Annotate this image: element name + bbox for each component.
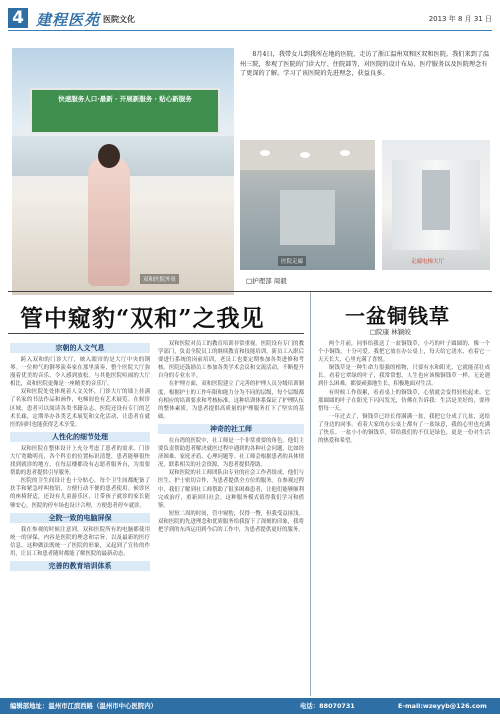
paragraph: 双和医院的社工师团队由专业的社会工作者组成，他们与医生、护士密切合作，为患者提供全方位的服务。在参观过程中，我们了解到社工师帮助了很多困难患者，让他们能够顺利完成治疗，重新回归社会。这种服务模式值得我们学习和借鉴。 [158,470,304,509]
ceiling-light [300,152,310,158]
subheading: 全院一致的电脑屏保 [10,513,150,523]
photo-person-head [98,144,120,168]
paragraph: 我在参观的时候注意到，双和医院所有的电脑都使用统一的屏保，内容是医院的理念和宗旨，以及最新的医疗信息。这种做法既统一了医院的形象，又起到了宣传的作用，让员工和患者随时都能了解医院的最新动态。 [10,526,150,557]
paragraph: 在台湾的医院中，社工师是一个非常重要的角色。他们主要负责帮助患者解决就医过程中遇到的各种社会问题，比如经济困难、家庭矛盾、心理问题等。社工师会根据患者的具体情况，联系相关的社会资源，为患者提供帮助。 [158,437,304,469]
article2-body [318,340,490,692]
footer-address: 编辑部地址：温州市江滨西路（温州市中心医院内） [10,702,157,710]
ceiling-light [260,150,270,156]
article-title-1: 管中窥豹“双和”之我见 [20,305,265,332]
photo-banner-board [30,88,220,134]
subheading: 神奇的社工师 [158,424,304,434]
section-name: 医院文化 [103,15,135,24]
paragraph: 铜钱草是一种生命力很强的植物，只要有水和阳光，它就能茁壮成长。看着它翠绿的叶子，我常常想，人生也应该像铜钱草一样，无论遇到什么困难，都要顽强地生长，积极地面对生活。 [318,365,490,388]
paragraph: 跨入双和的门诊大厅，映入眼帘的是大厅中央的钢琴。一位帅气的钢琴演奏家在那里演奏，整个医院大厅弥漫着优美的音乐，令人感到放松。与其他医院喧闹的大厅相比，双和医院更像是一座精美的音乐厅。 [10,357,150,388]
divider [8,333,304,334]
footer-phone: 电话：88070731 [300,702,355,710]
page-number: 4 [8,8,28,28]
paragraph: 两个月前，同事给我送了一盆铜钱草，小巧的叶子圆圆的，像一个个小铜钱，十分可爱。我把它放在办公桌上，每天给它浇水，看着它一天天长大，心里充满了喜悦。 [318,341,490,364]
intro-paragraph: 8月4日，我带女儿到我所在地的医院，走访了浙江温州双和区双和医院。我们来到了温州三院，参观了医院的门诊大厅、住院部等，对医院的设计布局、医疗服务以及医院理念有了更深的了解。学习了该医院的先进理念，获益良多。 [240,51,490,77]
paragraph: 医院的卫生间设计也十分贴心，每个卫生间都配备了扶手和紧急呼叫按钮，方便行动不便的患者使用。候诊区的座椅舒适，还设有儿童游乐区，让带孩子就诊的家长能够安心。医院的停车场也设计合理，方便患者停车就诊。 [10,478,150,509]
page-footer [0,698,500,714]
issue-date: 2013 年 8 月 31 日 [428,15,492,23]
page-header [8,8,492,31]
paragraph: 在护理方面，双和医院建立了完善的护理人员分级培训制度，根据护士的工作年限和能力分为不同的层级，每个层级都有相应的培训要求和考核标准。这种培训体系保证了护理队伍的整体素质，为患者提供高质量的护理服务打下了坚实的基础。 [158,381,304,420]
paragraph: 短短二周的时间，管中窥豹，仅得一瞥，但我受益匪浅。双和医院的先进理念和优质服务给我留下了深刻的印象，我将把学到的东西运用到今后的工作中，为患者提供更好的服务。 [158,510,304,533]
photo-person [88,156,130,286]
article1-column-1 [10,340,150,695]
paragraph: 双和医院处处体现着人文关怀，门诊大厅的墙上挂满了名家的书法作品和画作，电梯间也有艺术展览。在候诊区域，患者可以阅读各类书籍杂志。医院还设有专门的艺术长廊，定期举办各类艺术展览和文化活动，让患者在就医的同时也能获得艺术享受。 [10,389,150,428]
paragraph: 双和医院在整体设计上充分考虑了患者的需求。门诊大厅宽敞明亮，各个科室的位置标识清楚，患者能够很快找到就诊的地方。在每层楼都设有志愿者服务台，为需要帮助的患者提供引导服务。 [10,445,150,477]
divider [8,291,492,292]
article-title-2: 一盆铜钱草 [345,304,450,328]
subheading: 人性化的细节处理 [10,432,150,442]
photo-caption-3: 走廊电梯大厅 [411,259,445,265]
author-credit-1: □护理部 周毅 [246,277,287,285]
photo-caption-1: 双和医院外景 [140,274,179,284]
subheading: 宗朝的人文气息 [10,343,150,353]
paragraph: 一年过去了，铜钱草已经长得满满一盆，我把它分成了几盆，送给了身边的同事。看着大家的办公桌上都有了一盆绿意，我的心里也充满了快乐。一盆小小的铜钱草，带给我们的不仅是绿色，更是一份对生活的热爱和希望。 [318,413,490,445]
subheading: 完善的教育培训体系 [10,561,150,571]
author-credit-2: □院康 林颖皎 [370,328,411,336]
paragraph: 有时候工作很累，看看桌上的铜钱草，心情就会变得轻松起来。它那圆圆的叶子在阳光下闪闪发光，仿佛在告诉我：生活是美好的，要珍惜每一天。 [318,389,490,412]
banner-text: 快速服务人口·最新 · 开展新服务 · 贴心新服务 [58,95,192,103]
column-divider [310,292,311,696]
photo-hospital-corridor [240,140,375,270]
photo-door [422,170,450,230]
photo-hall [280,190,335,245]
footer-email: E-mail:wzeyyb@126.com [398,702,487,710]
article1-column-2 [158,340,304,695]
ceiling-light [340,150,350,156]
paragraph: 双和医院对员工的教育培训非常重视。医院设有专门的教学部门，负责全院员工的继续教育和技能培训。新员工入职后要进行系统的岗前培训，老员工也要定期参加各类进修和考核。医院还鼓励员工参加各类学术会议和交流活动，不断提升自身的专业水平。 [158,341,304,380]
photo-elevator-hall [382,140,490,270]
photo-hospital-exterior [12,48,234,295]
masthead: 建程医苑 [36,11,101,29]
photo-caption-2: 医院走廊 [278,256,306,266]
